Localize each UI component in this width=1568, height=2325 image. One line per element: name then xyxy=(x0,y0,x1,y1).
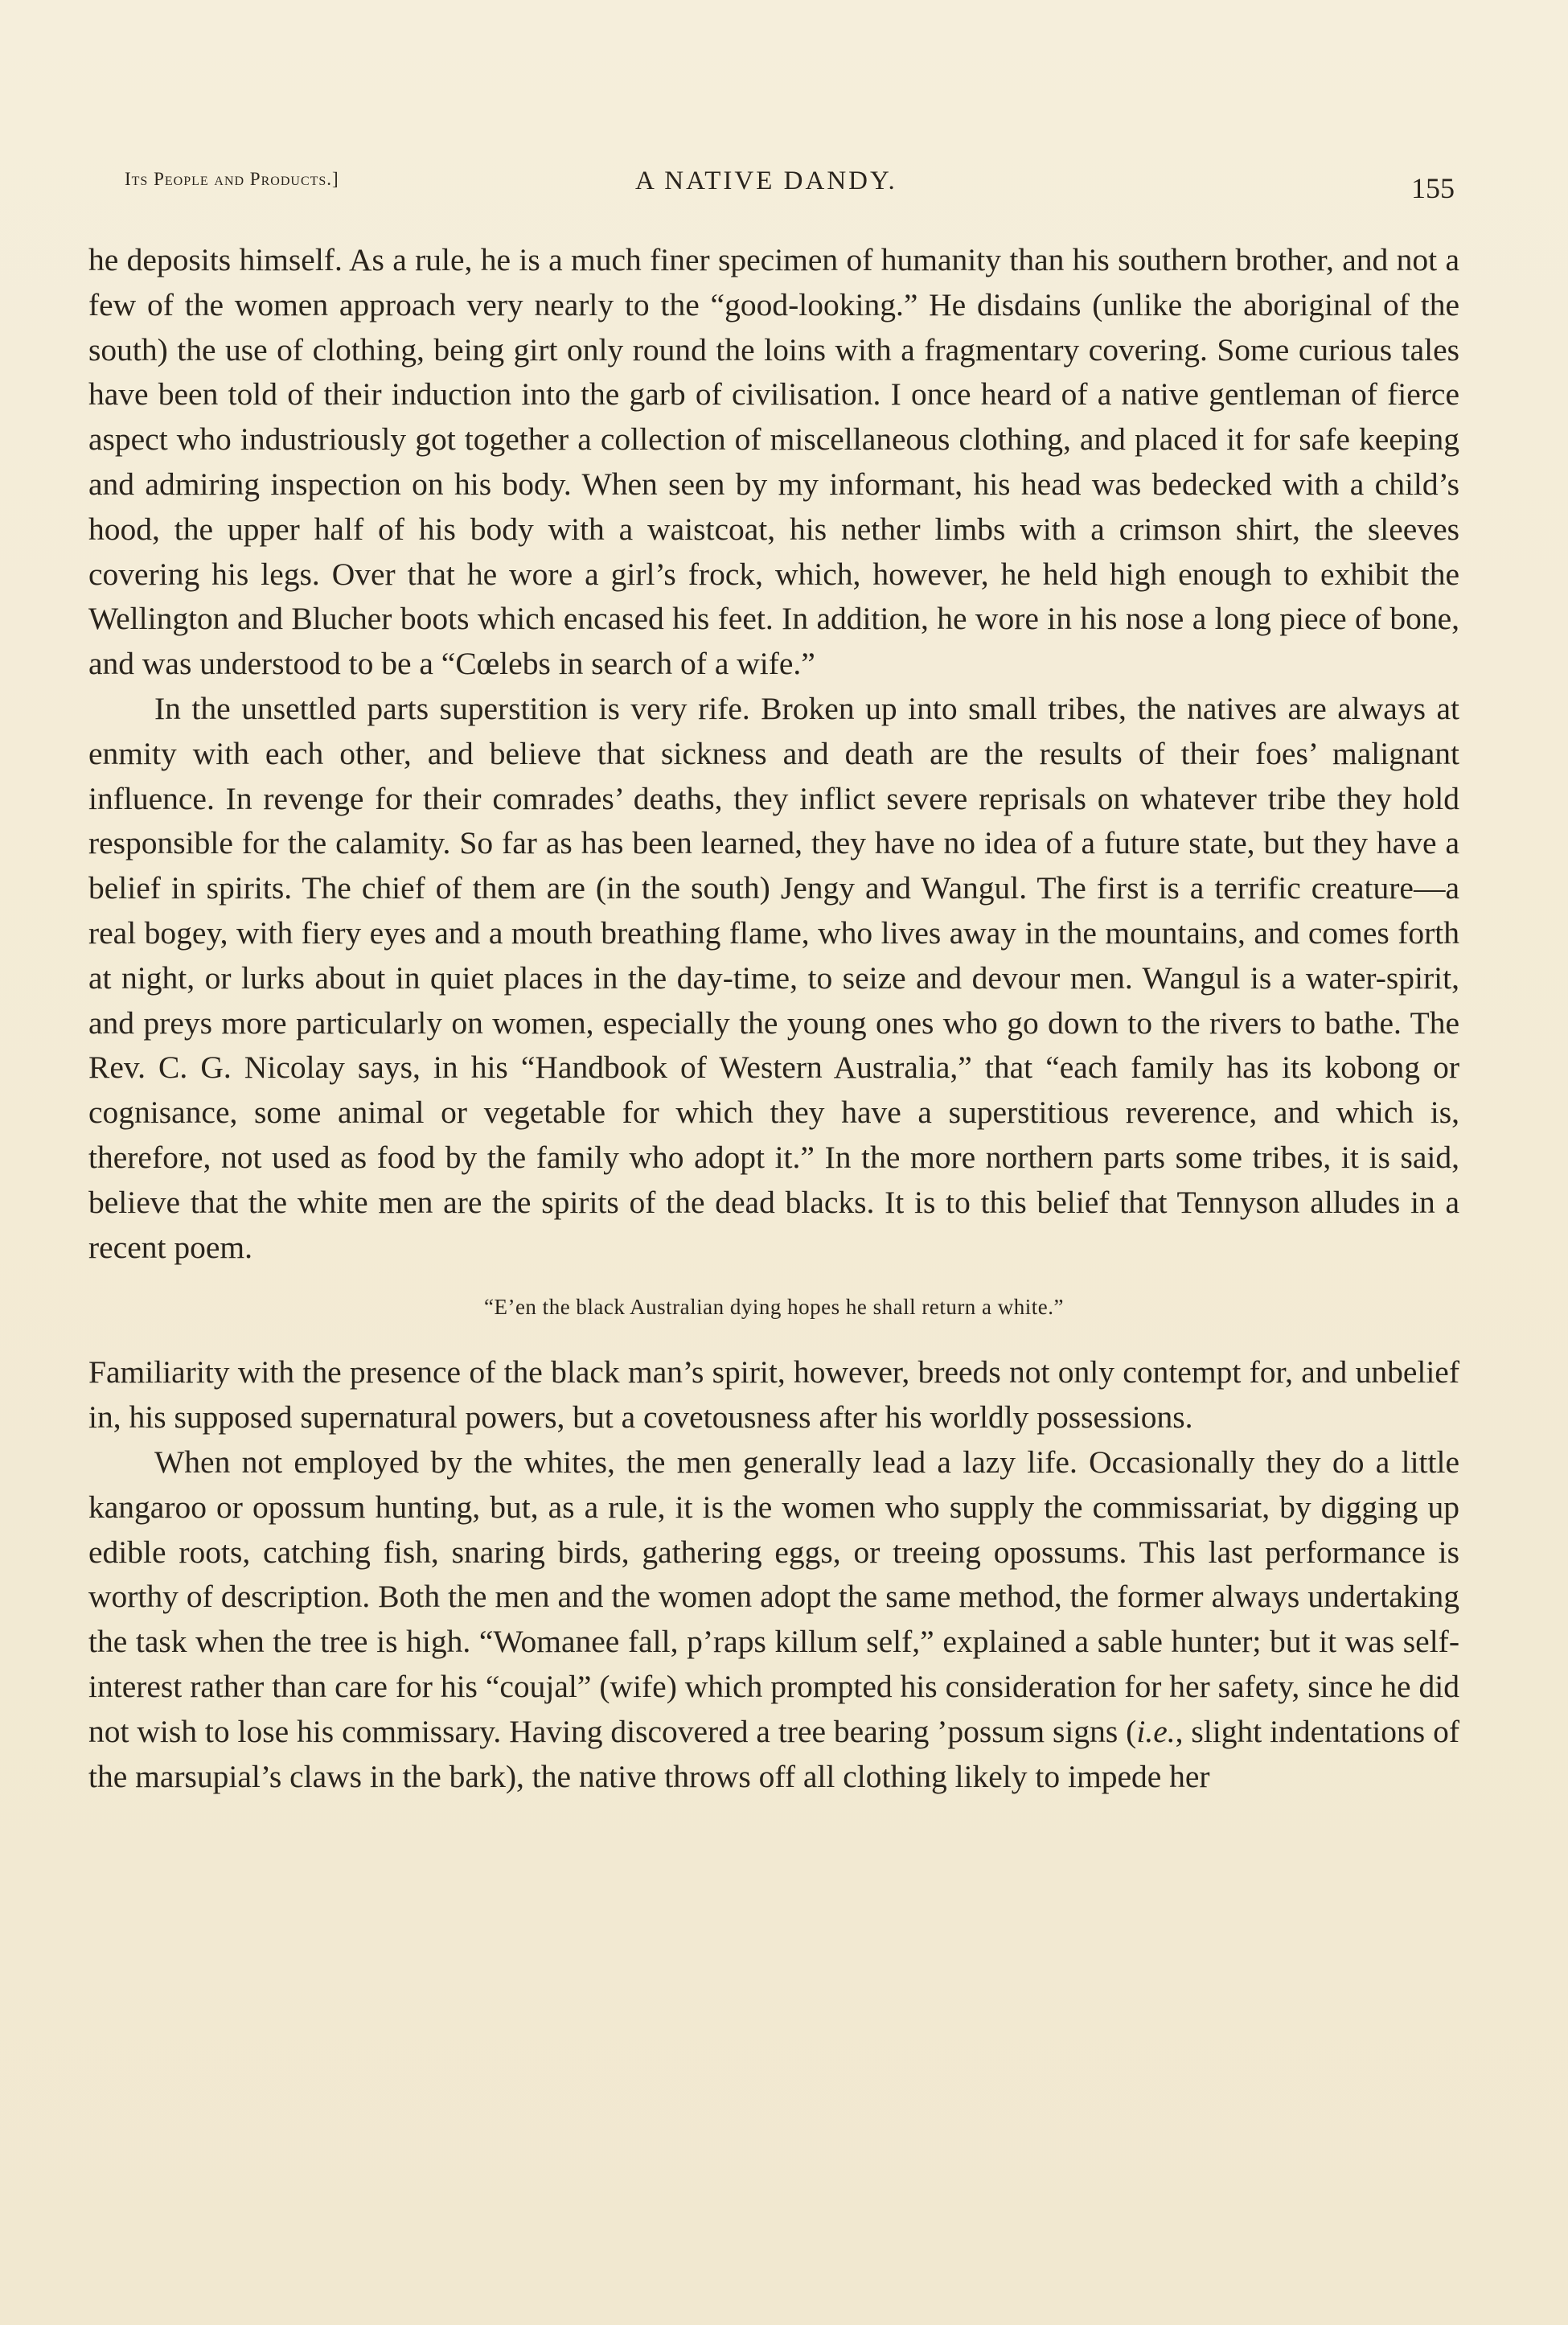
paragraph-1: he deposits himself. As a rule, he is a much finer specimen of humanity than his southern brother, and not a few of the women approach very nearly to the “good-looking.” He disdains (unlike the aboriginal of the south) the use of clothing, being girt only round the loins with a fragmentary covering. Some curious tales have been told of their induction into the garb of civilisation. I once heard of a native gentleman of fierce aspect who industriously got together a collection of miscellaneous clothing, and placed it for safe keeping and admiring inspection on his body. When seen by my informant, his head was bedecked with a child’s hood, the upper half of his body with a waistcoat, his nether limbs with a crimson shirt, the sleeves covering his legs. Over that he wore a girl’s frock, which, however, he held high enough to exhibit the Wellington and Blucher boots which encased his feet. In addition, he wore in his nose a long piece of bone, and was understood to be a “Cœlebs in search of a wife.” xyxy=(88,242,1459,682)
paragraph-4-text-b: , slight indentations of the marsupial’s claws in the bark), the native throws off all clothing likely to impede her xyxy=(88,1713,1459,1794)
paragraph-2: In the unsettled parts superstition is very rife. Broken up into small tribes, the natives are always at enmity with each other, and believe that sickness and death are the results of their foes’ malignant influence. In revenge for their comrades’ deaths, they inflict severe reprisals on whatever tribe they hold responsible for the calamity. So far as has been learned, they have no idea of a future state, but they have a belief in spirits. The chief of them are (in the south) Jengy and Wangul. The first is a terrific creature—a real bogey, with fiery eyes and a mouth breathing flame, who lives away in the mountains, and comes forth at night, or lurks about in quiet places in the day-time, to seize and devour men. Wangul is a water-spirit, and preys more particularly on women, especially the young ones who go down to the rivers to bathe. The Rev. C. G. Nicolay says, in his “Handbook of Western Australia,” that “each family has its kobong or cognisance, some animal or vegetable for which they have a superstitious reverence, and which is, therefore, not used as food by the family who adopt it.” In the more northern parts some tribes, it is said, believe that the white men are the spirits of the dead blacks. It is to this belief that Tennyson alludes in a recent poem. xyxy=(88,690,1459,1265)
paragraph-3: Familiarity with the presence of the black man’s spirit, however, breeds not only contempt for, and unbelief in, his supposed supernatural powers, but a covetousness after his worldly possessions. xyxy=(88,1354,1459,1436)
poem-quote: “E’en the black Australian dying hopes he shall return a white.” xyxy=(483,1295,1065,1320)
body-text xyxy=(88,238,1459,1799)
paragraph-4-ie: i.e. xyxy=(1136,1713,1176,1749)
paragraph-4 xyxy=(88,1440,1459,1799)
running-head-title: A NATIVE DANDY. xyxy=(635,166,897,195)
paragraph-4-text-a: When not employed by the whites, the men generally lead a lazy life. Occasionally they do a little kangaroo or opossum hunting, but, as a rule, it is the women who supply the commissariat, by digging up edible roots, catching fish, snaring birds, gathering eggs, or treeing opossums. This last performance is worthy of description. Both the men and the women adopt the same method, the former always undertaking the task when the tree is high. “Womanee fall, p’raps killum self,” explained a sable hunter; but it was self-interest rather than care for his “coujal” (wife) which prompted his consideration for her safety, since he did not wish to lose his commissary. Having discovered a tree bearing ’possum signs ( xyxy=(88,1444,1459,1749)
running-head-left: Its People and Products.] xyxy=(125,169,339,189)
page-number: 155 xyxy=(1411,172,1455,204)
